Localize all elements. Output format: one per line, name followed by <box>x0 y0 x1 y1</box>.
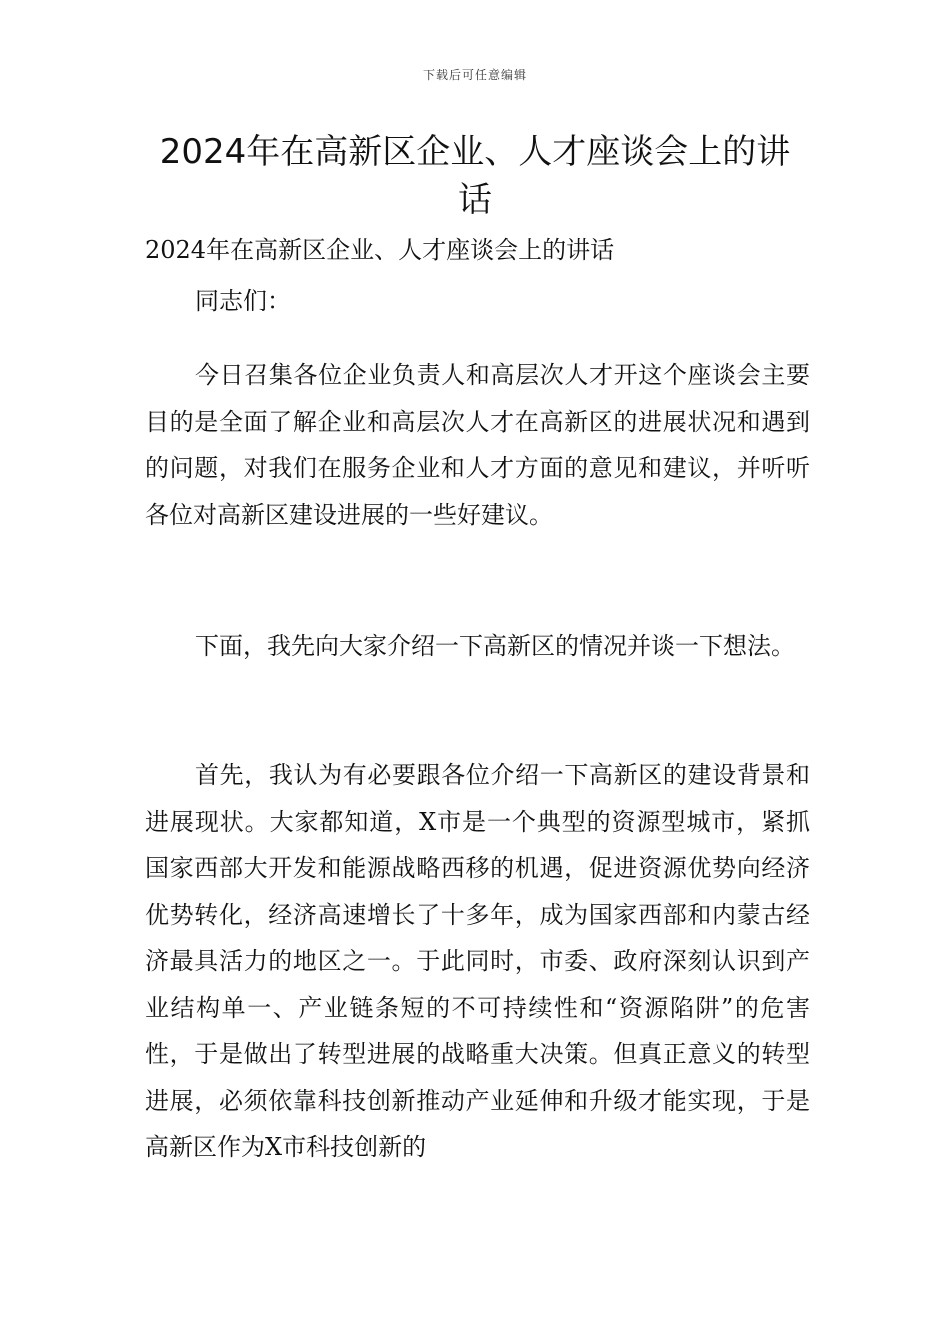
greeting-block <box>145 278 810 325</box>
paragraph-transition: 下面，我先向大家介绍一下高新区的情况并谈一下想法。 <box>195 632 795 660</box>
document-subtitle-block <box>145 227 810 274</box>
paragraph-background: 首先，我认为有必要跟各位介绍一下高新区的建设背景和进展现状。大家都知道，X市是一个典型的资源型城市，紧抓国家西部大开发和能源战略西移的机遇，促进资源优势向经济优势转化，经济高速增长了十多年，成为国家西部和内蒙古经济最具活力的地区之一。于此同时，市委、政府深刻认识到产业结构单一、产业链条短的不可持续性和“资源陷阱”的危害性，于是做出了转型进展的战略重大决策。但真正意义的转型进展，必须依靠科技创新推动产业延伸和升级才能实现，于是高新区作为X市科技创新的 <box>145 761 810 1161</box>
paragraph-block <box>145 623 810 670</box>
document-title: 2024年在高新区企业、人才座谈会上的讲话 <box>159 132 791 220</box>
greeting: 同志们： <box>195 287 291 315</box>
header-note: 下载后可任意编辑 <box>422 68 527 82</box>
document-subtitle: 2024年在高新区企业、人才座谈会上的讲话 <box>145 236 615 264</box>
paragraph-block <box>145 352 810 538</box>
paragraph-block <box>145 752 810 1171</box>
paragraph-intro: 今日召集各位企业负责人和高层次人才开这个座谈会主要目的是全面了解企业和高层次人才在高新区的进展状况和遇到的问题，对我们在服务企业和人才方面的意见和建议，并听听各位对高新区建设进展的一些好建议。 <box>145 361 810 529</box>
